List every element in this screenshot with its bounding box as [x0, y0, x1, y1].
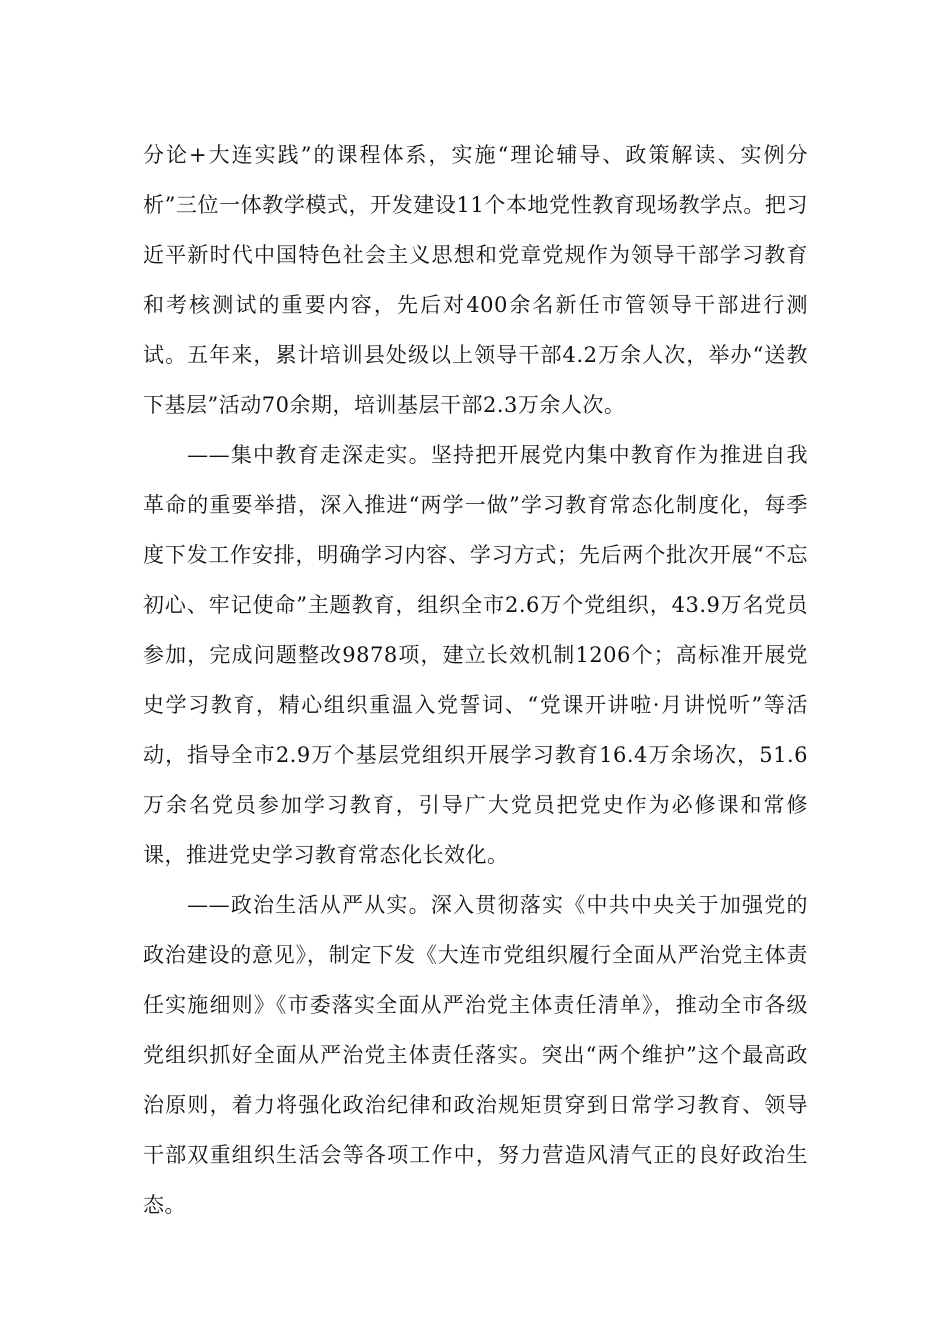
paragraph-centralized-education: ——集中教育走深走实。坚持把开展党内集中教育作为推进自我革命的重要举措，深入推进“两学一做”学习教育常态化制度化，每季度下发工作安排，明确学习内容、学习方式；先后两个批次开展“不忘初心、牢记使命”主题教育，组织全市2.6万个党组织，43.9万名党员参加，完成问题整改9878项，建立长效机制1206个；高标准开展党史学习教育，精心组织重温入党誓词、“党课开讲啦·月讲悦听”等活动，指导全市2.9万个基层党组织开展学习教育16.4万余场次，51.6万余名党员参加学习教育，引导广大党员把党史作为必修课和常修课，推进党史学习教育常态化长效化。 — [143, 443, 808, 867]
document-body — [143, 130, 808, 1230]
paragraph-political-life: ——政治生活从严从实。深入贯彻落实《中共中央关于加强党的政治建设的意见》，制定下发《大连市党组织履行全面从严治党主体责任实施细则》《市委落实全面从严治党主体责任清单》，推动全市各级党组织抓好全面从严治党主体责任落实。突出“两个维护”这个最高政治原则，着力将强化政治纪律和政治规矩贯穿到日常学习教育、领导干部双重组织生活会等各项工作中，努力营造风清气正的良好政治生态。 — [143, 893, 808, 1217]
paragraph-training-continuation: 分论+大连实践”的课程体系，实施“理论辅导、政策解读、实例分析”三位一体教学模式，开发建设11个本地党性教育现场教学点。把习近平新时代中国特色社会主义思想和党章党规作为领导干部学习教育和考核测试的重要内容，先后对400余名新任市管领导干部进行测试。五年来，累计培训县处级以上领导干部4.2万余人次，举办“送教下基层”活动70余期，培训基层干部2.3万余人次。 — [143, 143, 808, 417]
